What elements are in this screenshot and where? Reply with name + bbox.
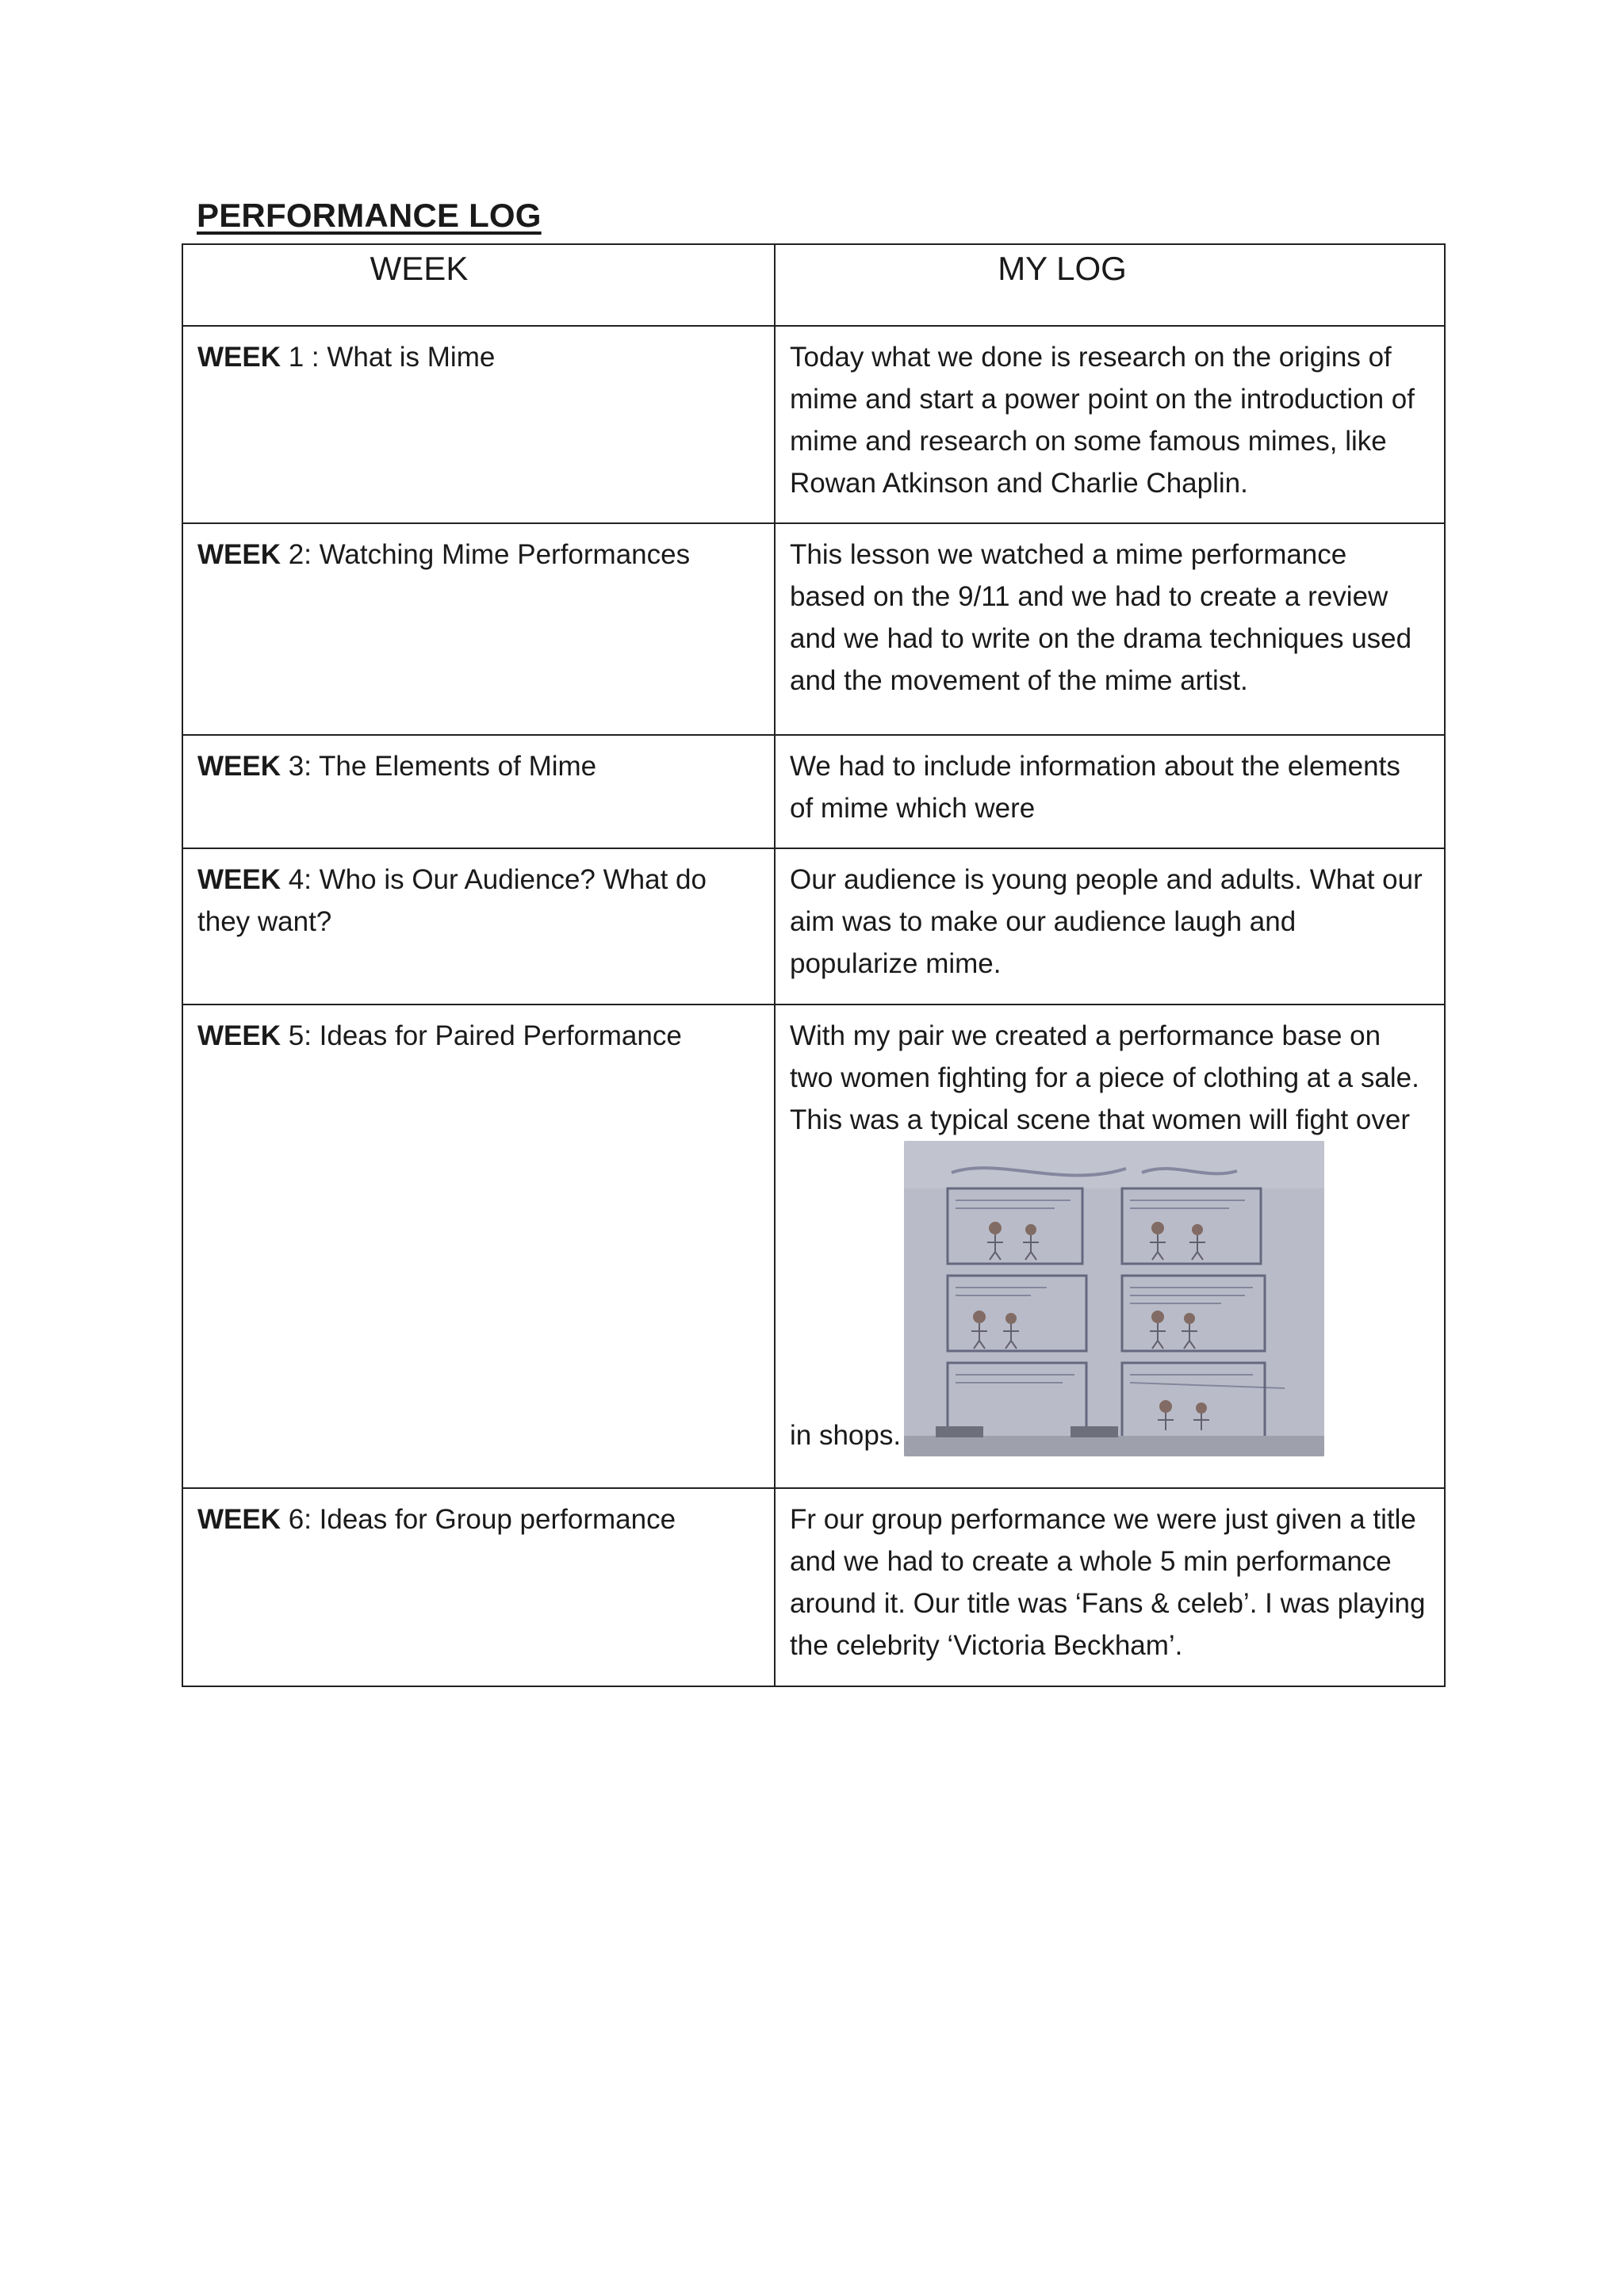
table-row	[182, 848, 1445, 1004]
page-title: PERFORMANCE LOG	[197, 197, 542, 234]
column-header-my-log: MY LOG	[775, 244, 1445, 326]
week-label: WEEK	[197, 1020, 281, 1051]
table-row	[182, 1488, 1445, 1686]
week-label: WEEK	[197, 342, 281, 373]
table-row	[182, 326, 1445, 523]
week-cell	[182, 735, 775, 848]
week-label: WEEK	[197, 751, 281, 782]
week-cell	[182, 523, 775, 735]
log-cell	[775, 735, 1445, 848]
performance-log-table	[182, 243, 1446, 1687]
column-header-week: WEEK	[182, 244, 775, 326]
week-cell	[182, 1488, 775, 1686]
week-cell	[182, 1004, 775, 1488]
week-title: 5: Ideas for Paired Performance	[281, 1020, 682, 1051]
log-text: Fr our group performance we were just given a title and we had to create a whole 5 min performance around it. Our title was ‘Fans & celeb’. I was playing the celebrity ‘Victoria Beckham’.	[790, 1504, 1426, 1661]
log-text: We had to include information about the elements of mime which were	[790, 751, 1400, 824]
week-label: WEEK	[197, 864, 281, 895]
table-row	[182, 523, 1445, 735]
week-title: 3: The Elements of Mime	[281, 751, 597, 782]
log-text-with-photo	[790, 1141, 1430, 1456]
log-text-tail: in shops.	[790, 1420, 902, 1451]
table-row	[182, 1004, 1445, 1488]
log-cell	[775, 848, 1445, 1004]
week-label: WEEK	[197, 1504, 281, 1535]
storyboard-photo	[904, 1141, 1324, 1456]
log-text: Today what we done is research on the origins of mime and start a power point on the introduction of mime and research on some famous mimes, like Rowan Atkinson and Charlie Chaplin.	[790, 342, 1415, 499]
log-cell	[775, 326, 1445, 523]
table-header-row	[182, 244, 1445, 326]
week-label: WEEK	[197, 539, 281, 570]
week-title: 4: Who is Our Audience? What do they want?	[197, 864, 707, 937]
week-title: 6: Ideas for Group performance	[281, 1504, 676, 1535]
table-row	[182, 735, 1445, 848]
log-text: Our audience is young people and adults. What our aim was to make our audience laugh and popularize mime.	[790, 864, 1423, 979]
log-text: This lesson we watched a mime performance based on the 9/11 and we had to create a review and we had to write on the drama techniques used and the movement of the mime artist.	[790, 539, 1412, 696]
week-title: 2: Watching Mime Performances	[281, 539, 691, 570]
log-cell	[775, 1004, 1445, 1488]
log-cell	[775, 523, 1445, 735]
log-cell	[775, 1488, 1445, 1686]
week-cell	[182, 848, 775, 1004]
week-title: 1 : What is Mime	[281, 342, 496, 373]
log-text: With my pair we created a performance base on two women fighting for a piece of clothing at a sale. This was a typical scene that women will fight over	[790, 1020, 1419, 1135]
week-cell	[182, 326, 775, 523]
